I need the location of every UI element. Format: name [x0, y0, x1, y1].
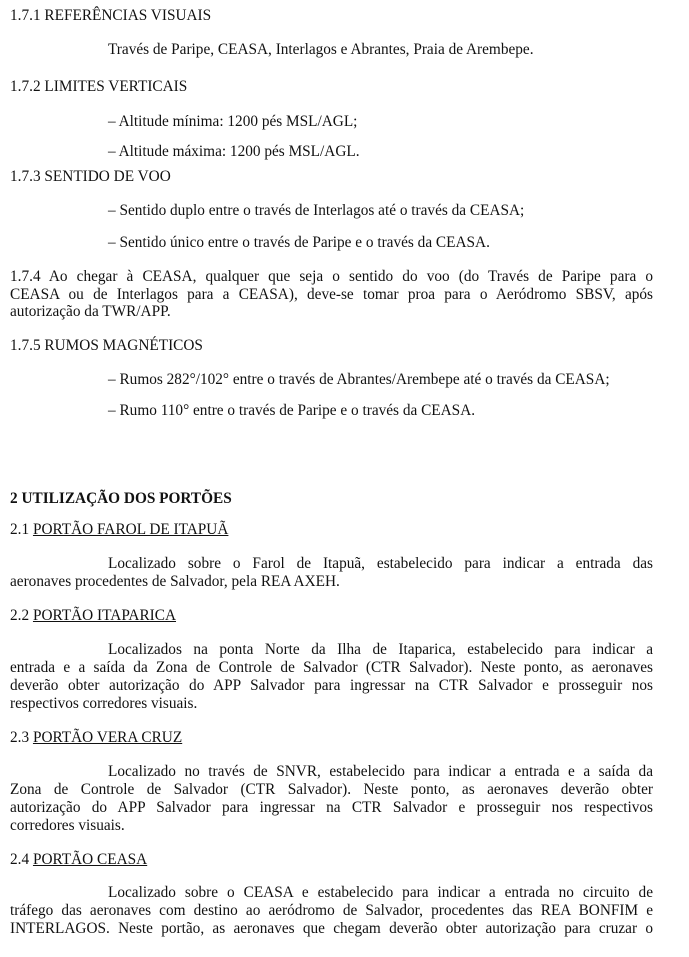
heading-1-7-5: 1.7.5 RUMOS MAGNÉTICOS	[10, 337, 203, 354]
paragraph-line: Localizados na ponta Norte da Ilha de Itaparica, estabelecido para indicar a	[108, 641, 653, 658]
paragraph-line: respectivos corredores visuais.	[10, 695, 198, 712]
visual-references-text: Través de Paripe, CEASA, Interlagos e Abrantes, Praia de Arembepe.	[108, 41, 534, 58]
paragraph-line: autorização do APP Salvador para ingressar na CTR Salvador e prosseguir nos respectivos	[10, 799, 653, 816]
section-number: 2.4	[10, 851, 30, 868]
paragraph-line: corredores visuais.	[10, 817, 125, 834]
section-heading-2: 2 UTILIZAÇÃO DOS PORTÕES	[10, 490, 232, 507]
list-item: – Altitude mínima: 1200 pés MSL/AGL;	[108, 113, 358, 130]
paragraph-line: Zona de Controle de Salvador (CTR Salvador). Neste ponto, as aeronaves deverão obter	[10, 781, 653, 798]
list-item: – Rumo 110° entre o través de Paripe e o través da CEASA.	[108, 402, 476, 419]
list-item: – Altitude máxima: 1200 pés MSL/AGL.	[108, 143, 360, 160]
list-item: – Sentido único entre o través de Paripe e o través da CEASA.	[108, 234, 490, 251]
section-number: 2.2	[10, 607, 30, 624]
paragraph-line: Localizado no través de SNVR, estabelecido para indicar a entrada e a saída da	[108, 763, 653, 780]
heading-1-7-3: 1.7.3 SENTIDO DE VOO	[10, 168, 171, 185]
paragraph-line: INTERLAGOS. Neste portão, as aeronaves que chegam deverão obter autorização para cruzar o	[10, 920, 653, 937]
gate-name: PORTÃO CEASA	[32, 851, 148, 868]
paragraph-line: autorização da TWR/APP.	[10, 303, 171, 320]
paragraph-line: tráfego das aeronaves com destino ao aeródromo de Salvador, procedentes das REA BONFIM e	[10, 902, 653, 919]
paragraph-line: Localizado sobre o CEASA e estabelecido para indicar a entrada no circuito de	[108, 884, 653, 901]
heading-2-1	[10, 521, 228, 539]
gate-name: PORTÃO FAROL DE ITAPUÃ	[32, 521, 229, 538]
paragraph-line: CEASA ou de Interlagos para a CEASA), deve-se tomar proa para o Aeródromo SBSV, após	[10, 286, 653, 303]
section-number: 2.1	[10, 521, 30, 538]
paragraph-line: entrada e a saída da Zona de Controle de Salvador (CTR Salvador). Neste ponto, as aeronaves	[10, 659, 653, 676]
list-item: – Rumos 282°/102° entre o través de Abrantes/Arembepe até o través da CEASA;	[108, 371, 610, 388]
paragraph-line: 1.7.4 Ao chegar à CEASA, qualquer que seja o sentido do voo (do Través de Paripe para o	[10, 268, 653, 285]
paragraph-line: deverão obter autorização do APP Salvador para ingressar na CTR Salvador e prosseguir nos	[10, 677, 653, 694]
gate-name: PORTÃO ITAPARICA	[32, 607, 177, 624]
heading-2-4	[10, 851, 147, 869]
paragraph-line: Localizado sobre o Farol de Itapuã, estabelecido para indicar a entrada das	[108, 555, 653, 572]
gate-name: PORTÃO VERA CRUZ	[32, 729, 183, 746]
heading-1-7-2: 1.7.2 LIMITES VERTICAIS	[10, 78, 188, 95]
list-item: – Sentido duplo entre o través de Interlagos até o través da CEASA;	[108, 202, 525, 219]
paragraph-line: aeronaves procedentes de Salvador, pela REA AXEH.	[10, 573, 340, 590]
heading-2-3	[10, 729, 182, 747]
heading-2-2	[10, 607, 176, 625]
section-number: 2.3	[10, 729, 30, 746]
heading-1-7-1: 1.7.1 REFERÊNCIAS VISUAIS	[10, 7, 212, 24]
